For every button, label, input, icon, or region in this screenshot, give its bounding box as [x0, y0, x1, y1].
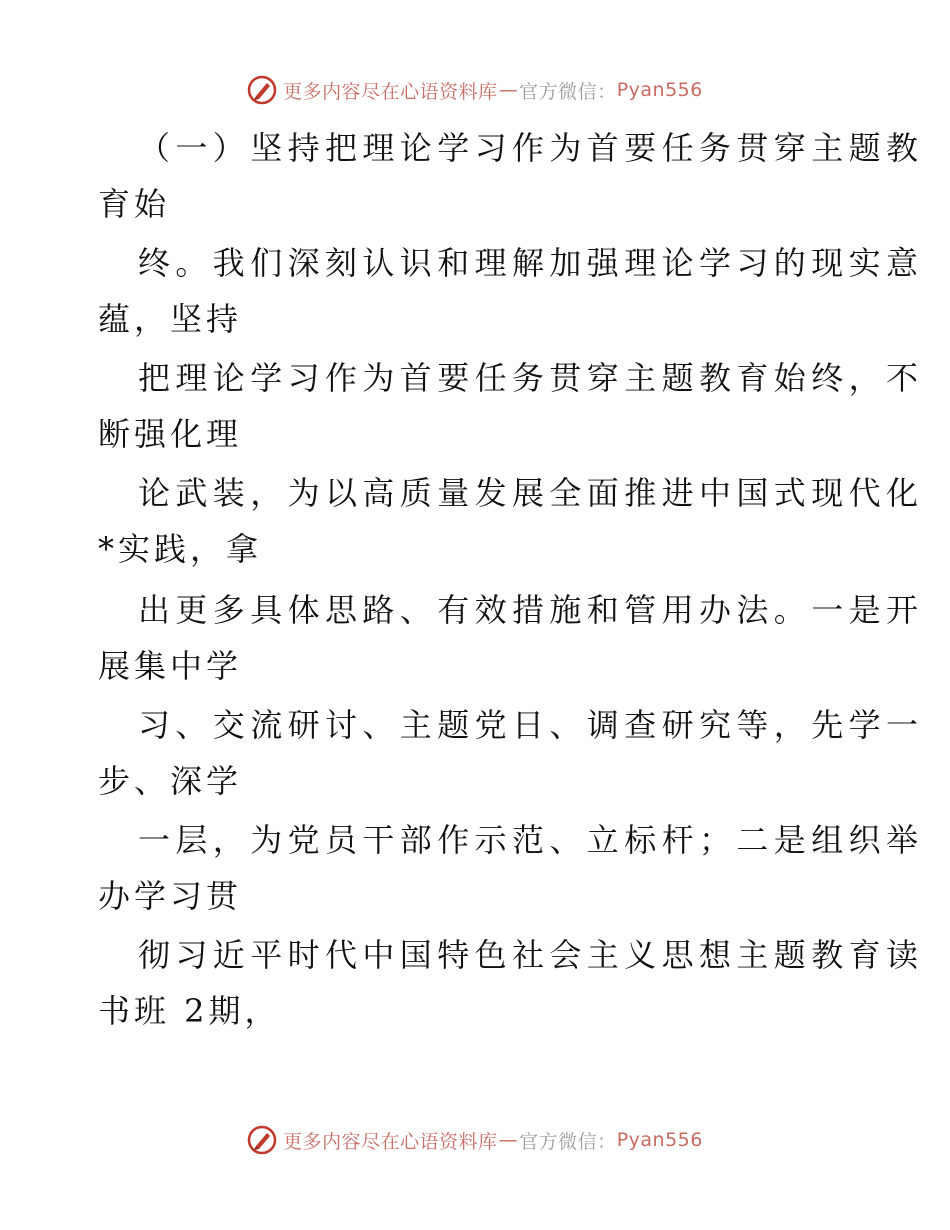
text-line: 习、交流研讨、主题党日、调查研究等，先学一 — [138, 706, 924, 744]
watermark-text: 更多内容尽在心语资料库 — [283, 1130, 498, 1153]
watermark-dash: — — [498, 79, 519, 101]
text-line: 断强化理 — [98, 415, 243, 453]
text-line: 一层，为党员干部作示范、立标杆；二是组织举 — [138, 821, 924, 859]
quill-pen-icon — [247, 1125, 277, 1155]
watermark-text: 更多内容尽在心语资料库 — [283, 80, 498, 103]
watermark-contact: Pyan556 — [616, 79, 703, 101]
text-line: 展集中学 — [98, 647, 243, 685]
text-line: 书班 2期， — [98, 992, 281, 1030]
text-line: 把理论学习作为首要任务贯穿主题教育始终，不 — [138, 359, 924, 397]
watermark-label: 官方微信： — [519, 1130, 617, 1153]
text-line: 出更多具体思路、有效措施和管用办法。一是开 — [138, 591, 924, 629]
text-line: 蕴，坚持 — [98, 300, 243, 338]
text-line: *实践，拿 — [98, 530, 263, 568]
watermark-footer — [0, 1120, 950, 1160]
text-line: 论武装，为以高质量发展全面推进中国式现代化 — [138, 474, 924, 512]
watermark-dash: — — [498, 1129, 519, 1151]
quill-pen-icon — [247, 75, 277, 105]
text-line: 终。我们深刻认识和理解加强理论学习的现实意 — [138, 244, 924, 282]
watermark-header — [0, 70, 950, 110]
text-line: 彻习近平时代中国特色社会主义思想主题教育读 — [138, 936, 924, 974]
text-line: 办学习贯 — [98, 877, 243, 915]
text-line: 育始 — [98, 185, 171, 223]
text-line: （一）坚持把理论学习作为首要任务贯穿主题教 — [138, 129, 924, 167]
watermark-contact: Pyan556 — [616, 1129, 703, 1151]
text-line: 步、深学 — [98, 762, 243, 800]
watermark-label: 官方微信： — [519, 80, 617, 103]
